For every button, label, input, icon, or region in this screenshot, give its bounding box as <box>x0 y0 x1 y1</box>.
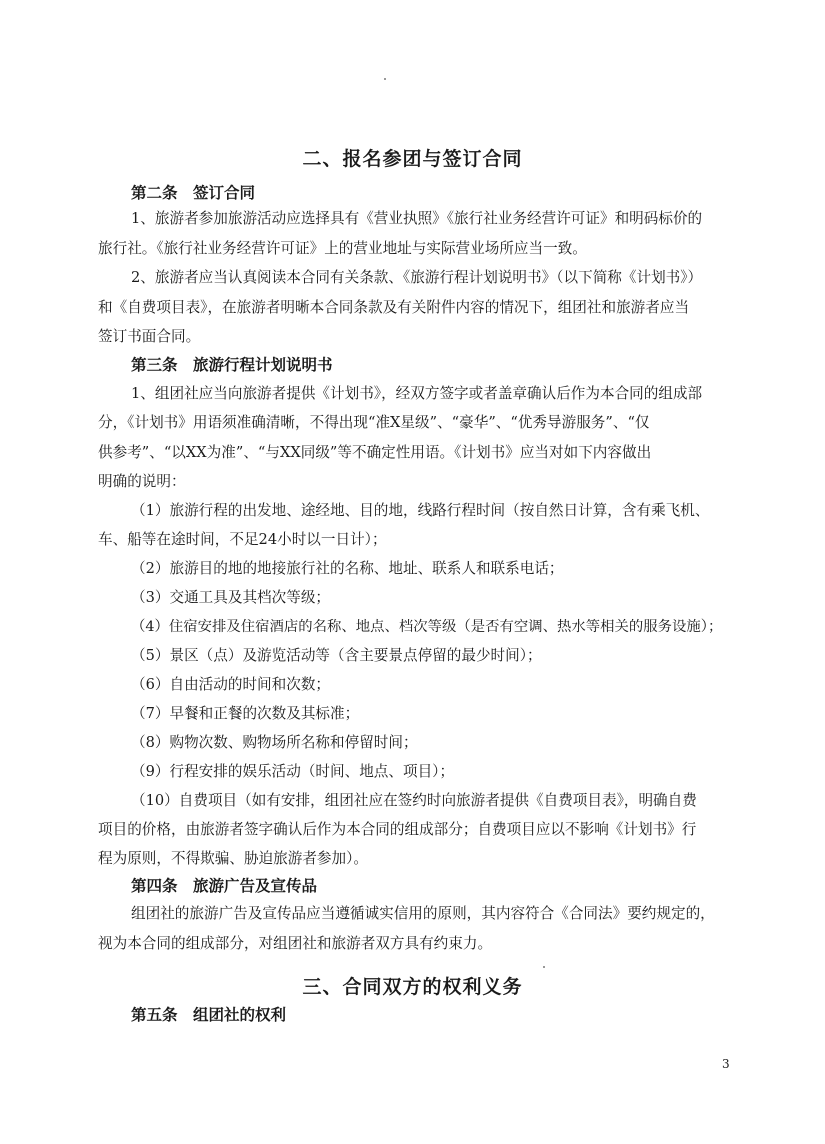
article-3-text: 分，《计划书》用语须准确清晰，不得出现“准X星级”、“豪华”、“优秀导游服务”、“仅 <box>98 414 650 431</box>
list-item: （8）购物次数、购物场所名称和停留时间； <box>131 734 418 751</box>
list-item: （7）早餐和正餐的次数及其标准； <box>131 705 360 722</box>
list-item: （6）自由活动的时间和次数； <box>131 676 331 693</box>
article-2-text: 旅行社。《旅行社业务经营许可证》上的营业地址与实际营业场所应当一致。 <box>98 240 587 257</box>
article-4-text: 组团社的旅游广告及宣传品应当遵循诚实信用的原则，其内容符合《合同法》要约规定的， <box>131 905 715 922</box>
article-2-title: 第二条 签订合同 <box>131 183 256 202</box>
scan-speck <box>543 966 545 968</box>
article-3-text: 明确的说明： <box>98 473 186 490</box>
article-4-title: 第四条 旅游广告及宣传品 <box>131 876 318 895</box>
list-item: （10）自费项目（如有安排，组团社应在签约时向旅游者提供《自费项目表》，明确自费 <box>131 792 697 809</box>
list-item: （1）旅游行程的出发地、途经地、目的地，线路行程时间（按自然日计算，含有乘飞机、 <box>131 502 710 519</box>
list-item: （2）旅游目的地的地接旅行社的名称、地址、联系人和联系电话； <box>131 560 564 577</box>
page-number: 3 <box>722 1057 730 1071</box>
article-3-text: 1、组团社应当向旅游者提供《计划书》，经双方签字或者盖章确认后作为本合同的组成部 <box>131 385 703 402</box>
list-item: 项目的价格，由旅游者签字确认后作为本合同的组成部分；自费项目应以不影响《计划书》行 <box>98 821 697 838</box>
list-item: （4）住宿安排及住宿酒店的名称、地点、档次等级（是否有空调、热水等相关的服务设施）； <box>131 619 723 635</box>
list-item: （9）行程安排的娱乐活动（时间、地点、项目）； <box>131 763 455 780</box>
article-5-title: 第五条 组团社的权利 <box>131 1005 287 1024</box>
list-item: （5）景区（点）及游览活动等（含主要景点停留的最少时间）； <box>131 647 542 664</box>
article-3-title: 第三条 旅游行程计划说明书 <box>131 355 333 374</box>
article-2-text: 和《自费项目表》，在旅游者明晰本合同条款及有关附件内容的情况下，组团社和旅游者应当 <box>98 299 690 316</box>
list-item: 程为原则，不得欺骗、胁迫旅游者参加）。 <box>98 850 368 867</box>
scan-speck <box>384 78 386 80</box>
list-item: （3）交通工具及其档次等级； <box>131 589 331 606</box>
section-title-rights-obligations: 三、合同双方的权利义务 <box>302 976 523 998</box>
article-2-text: 签订书面合同。 <box>98 328 201 345</box>
article-3-text: 供参考”、“以XX为准”、“与XX同级”等不确定性用语。《计划书》应当对如下内容做出 <box>98 444 652 461</box>
article-4-text: 视为本合同的组成部分，对组团社和旅游者双方具有约束力。 <box>98 935 493 952</box>
article-2-text: 2、旅游者应当认真阅读本合同有关条款、《旅游行程计划说明书》（以下简称《计划书》） <box>131 269 703 286</box>
section-title-registration: 二、报名参团与签订合同 <box>302 148 523 170</box>
article-2-text: 1、旅游者参加旅游活动应选择具有《营业执照》《旅行社业务经营许可证》和明码标价的 <box>131 210 703 227</box>
list-item: 车、船等在途时间，不足24小时以一日计）； <box>98 531 387 548</box>
